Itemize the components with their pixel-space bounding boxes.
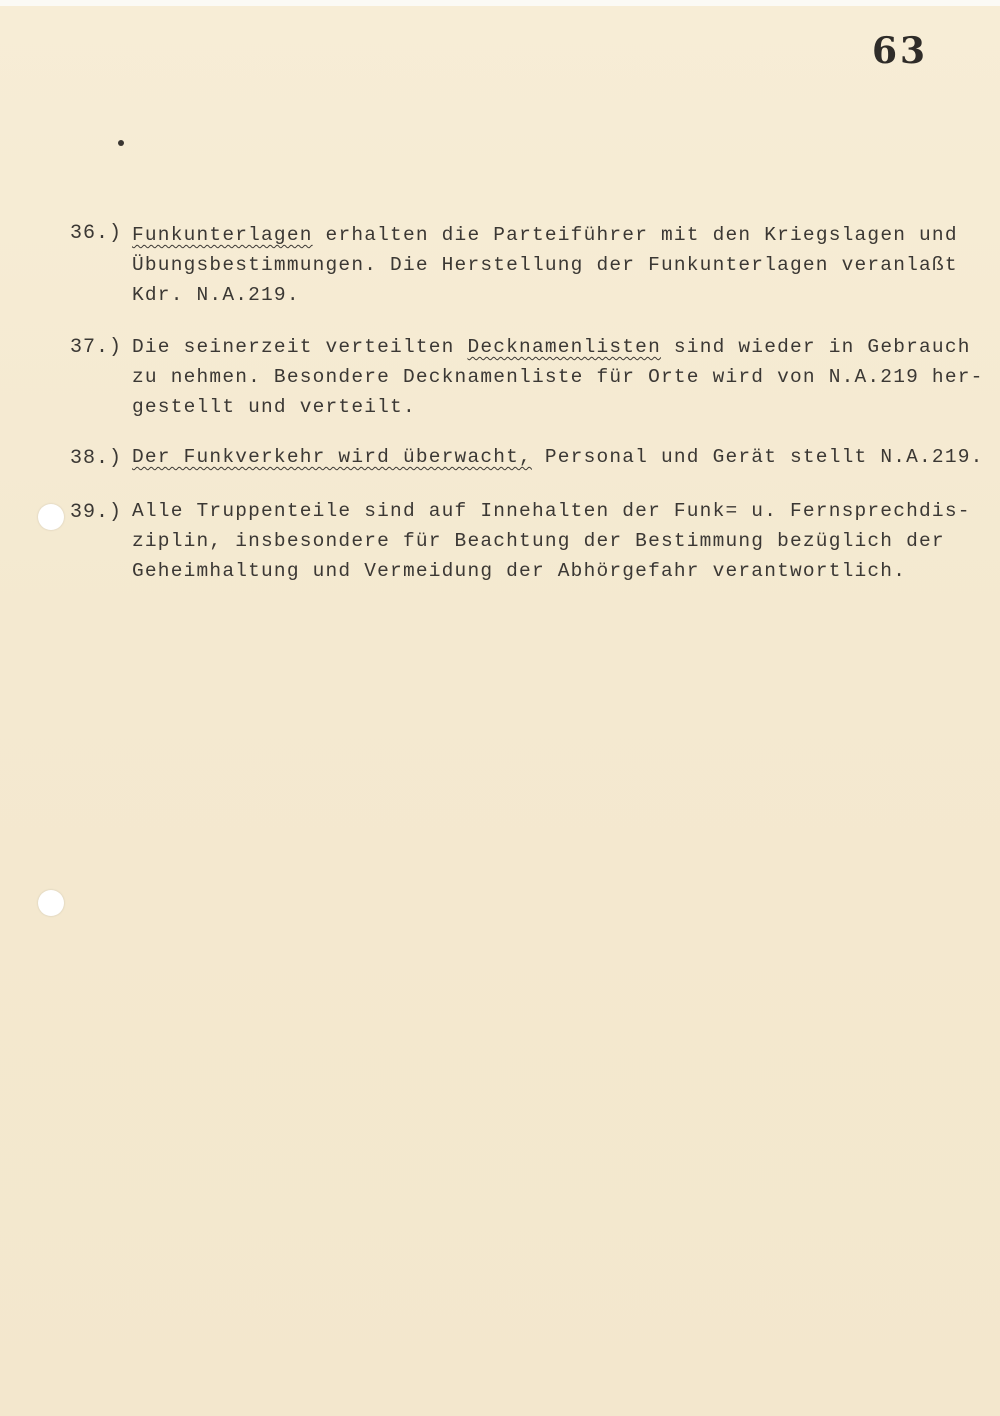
item-text [132, 332, 984, 422]
line-text: Die seinerzeit verteilten [132, 336, 468, 358]
line-text: erhalten die Parteiführer mit den Kriegslagen und [312, 224, 958, 246]
punch-hole-bottom [38, 890, 64, 916]
underlined-term: Decknamenlisten [467, 336, 661, 358]
page-number: 63 [872, 30, 929, 72]
ink-speck [118, 140, 124, 146]
item-number: 38.) [70, 447, 123, 470]
text-line: zu nehmen. Besondere Decknamenliste für Orte wird von N.A.219 her- [132, 366, 984, 388]
text-line: ziplin, insbesondere für Beachtung der Bestimmung bezüglich der [132, 530, 945, 552]
text-line: Kdr. N.A.219. [132, 284, 300, 306]
item-number: 37.) [70, 336, 123, 359]
line-text: Personal und Gerät stellt N.A.219. [531, 446, 984, 468]
text-line: gestellt und verteilt. [132, 396, 416, 418]
text-line: Übungsbestimmungen. Die Herstellung der Funkunterlagen veranlaßt [132, 254, 958, 276]
item-number: 39.) [70, 501, 123, 524]
item-text [132, 496, 972, 586]
item-number: 36.) [70, 222, 123, 245]
underlined-term: Funkunterlagen [132, 224, 313, 246]
text-line: Alle Truppenteile sind auf Innehalten der Funk= u. Fernsprechdis- [132, 500, 971, 522]
text-line [132, 332, 972, 362]
paper-top-edge [0, 0, 1000, 6]
item-text [132, 220, 972, 310]
underlined-term: Der Funkverkehr wird überwacht, [132, 446, 532, 468]
line-text: sind wieder in Gebrauch [660, 336, 971, 358]
item-text [132, 442, 984, 472]
text-line: Geheimhaltung und Vermeidung der Abhörgefahr verantwortlich. [132, 560, 907, 582]
text-line [132, 442, 984, 472]
text-line [132, 220, 972, 250]
punch-hole-top [38, 504, 64, 530]
